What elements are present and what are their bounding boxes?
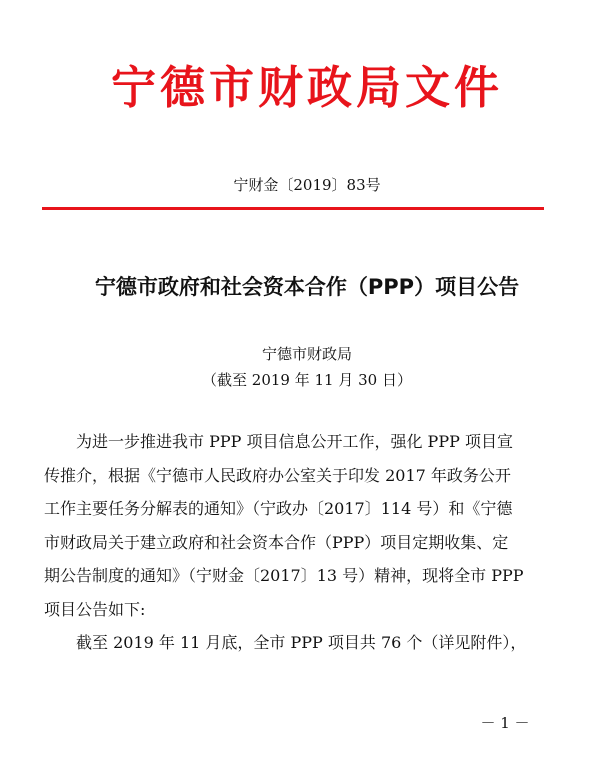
document-number: 宁财金〔2019〕83号	[233, 176, 381, 194]
red-divider-line	[42, 207, 544, 210]
document-header-title: 宁德市财政局文件	[110, 61, 503, 114]
body-line: 传推介，根据《宁德市人民政府办公室关于印发 2017 年政务公开	[44, 465, 511, 485]
issuer-name: 宁德市财政局	[261, 345, 352, 363]
body-line: 市财政局关于建立政府和社会资本合作（PPP）项目定期收集、定	[44, 532, 509, 552]
body-line: 期公告制度的通知》（宁财金〔2017〕13 号）精神，现将全市 PPP	[44, 566, 524, 585]
date-note: （截至 2019 年 11 月 30 日）	[202, 371, 412, 389]
body-paragraph-2	[44, 626, 546, 660]
body-paragraph-1	[44, 425, 546, 626]
body-line: 工作主要任务分解表的通知》（宁政办〔2017〕114 号）和《宁德	[44, 499, 513, 518]
document-title: 宁德市政府和社会资本合作（PPP）项目公告	[94, 275, 520, 299]
body-line: 为进一步推进我市 PPP 项目信息公开工作，强化 PPP 项目宣	[44, 432, 513, 451]
page-number: － 1 －	[480, 714, 530, 732]
body-line: 截至 2019 年 11 月底，全市 PPP 项目共 76 个（详见附件），	[44, 633, 527, 652]
body-line: 项目公告如下:	[44, 599, 146, 619]
